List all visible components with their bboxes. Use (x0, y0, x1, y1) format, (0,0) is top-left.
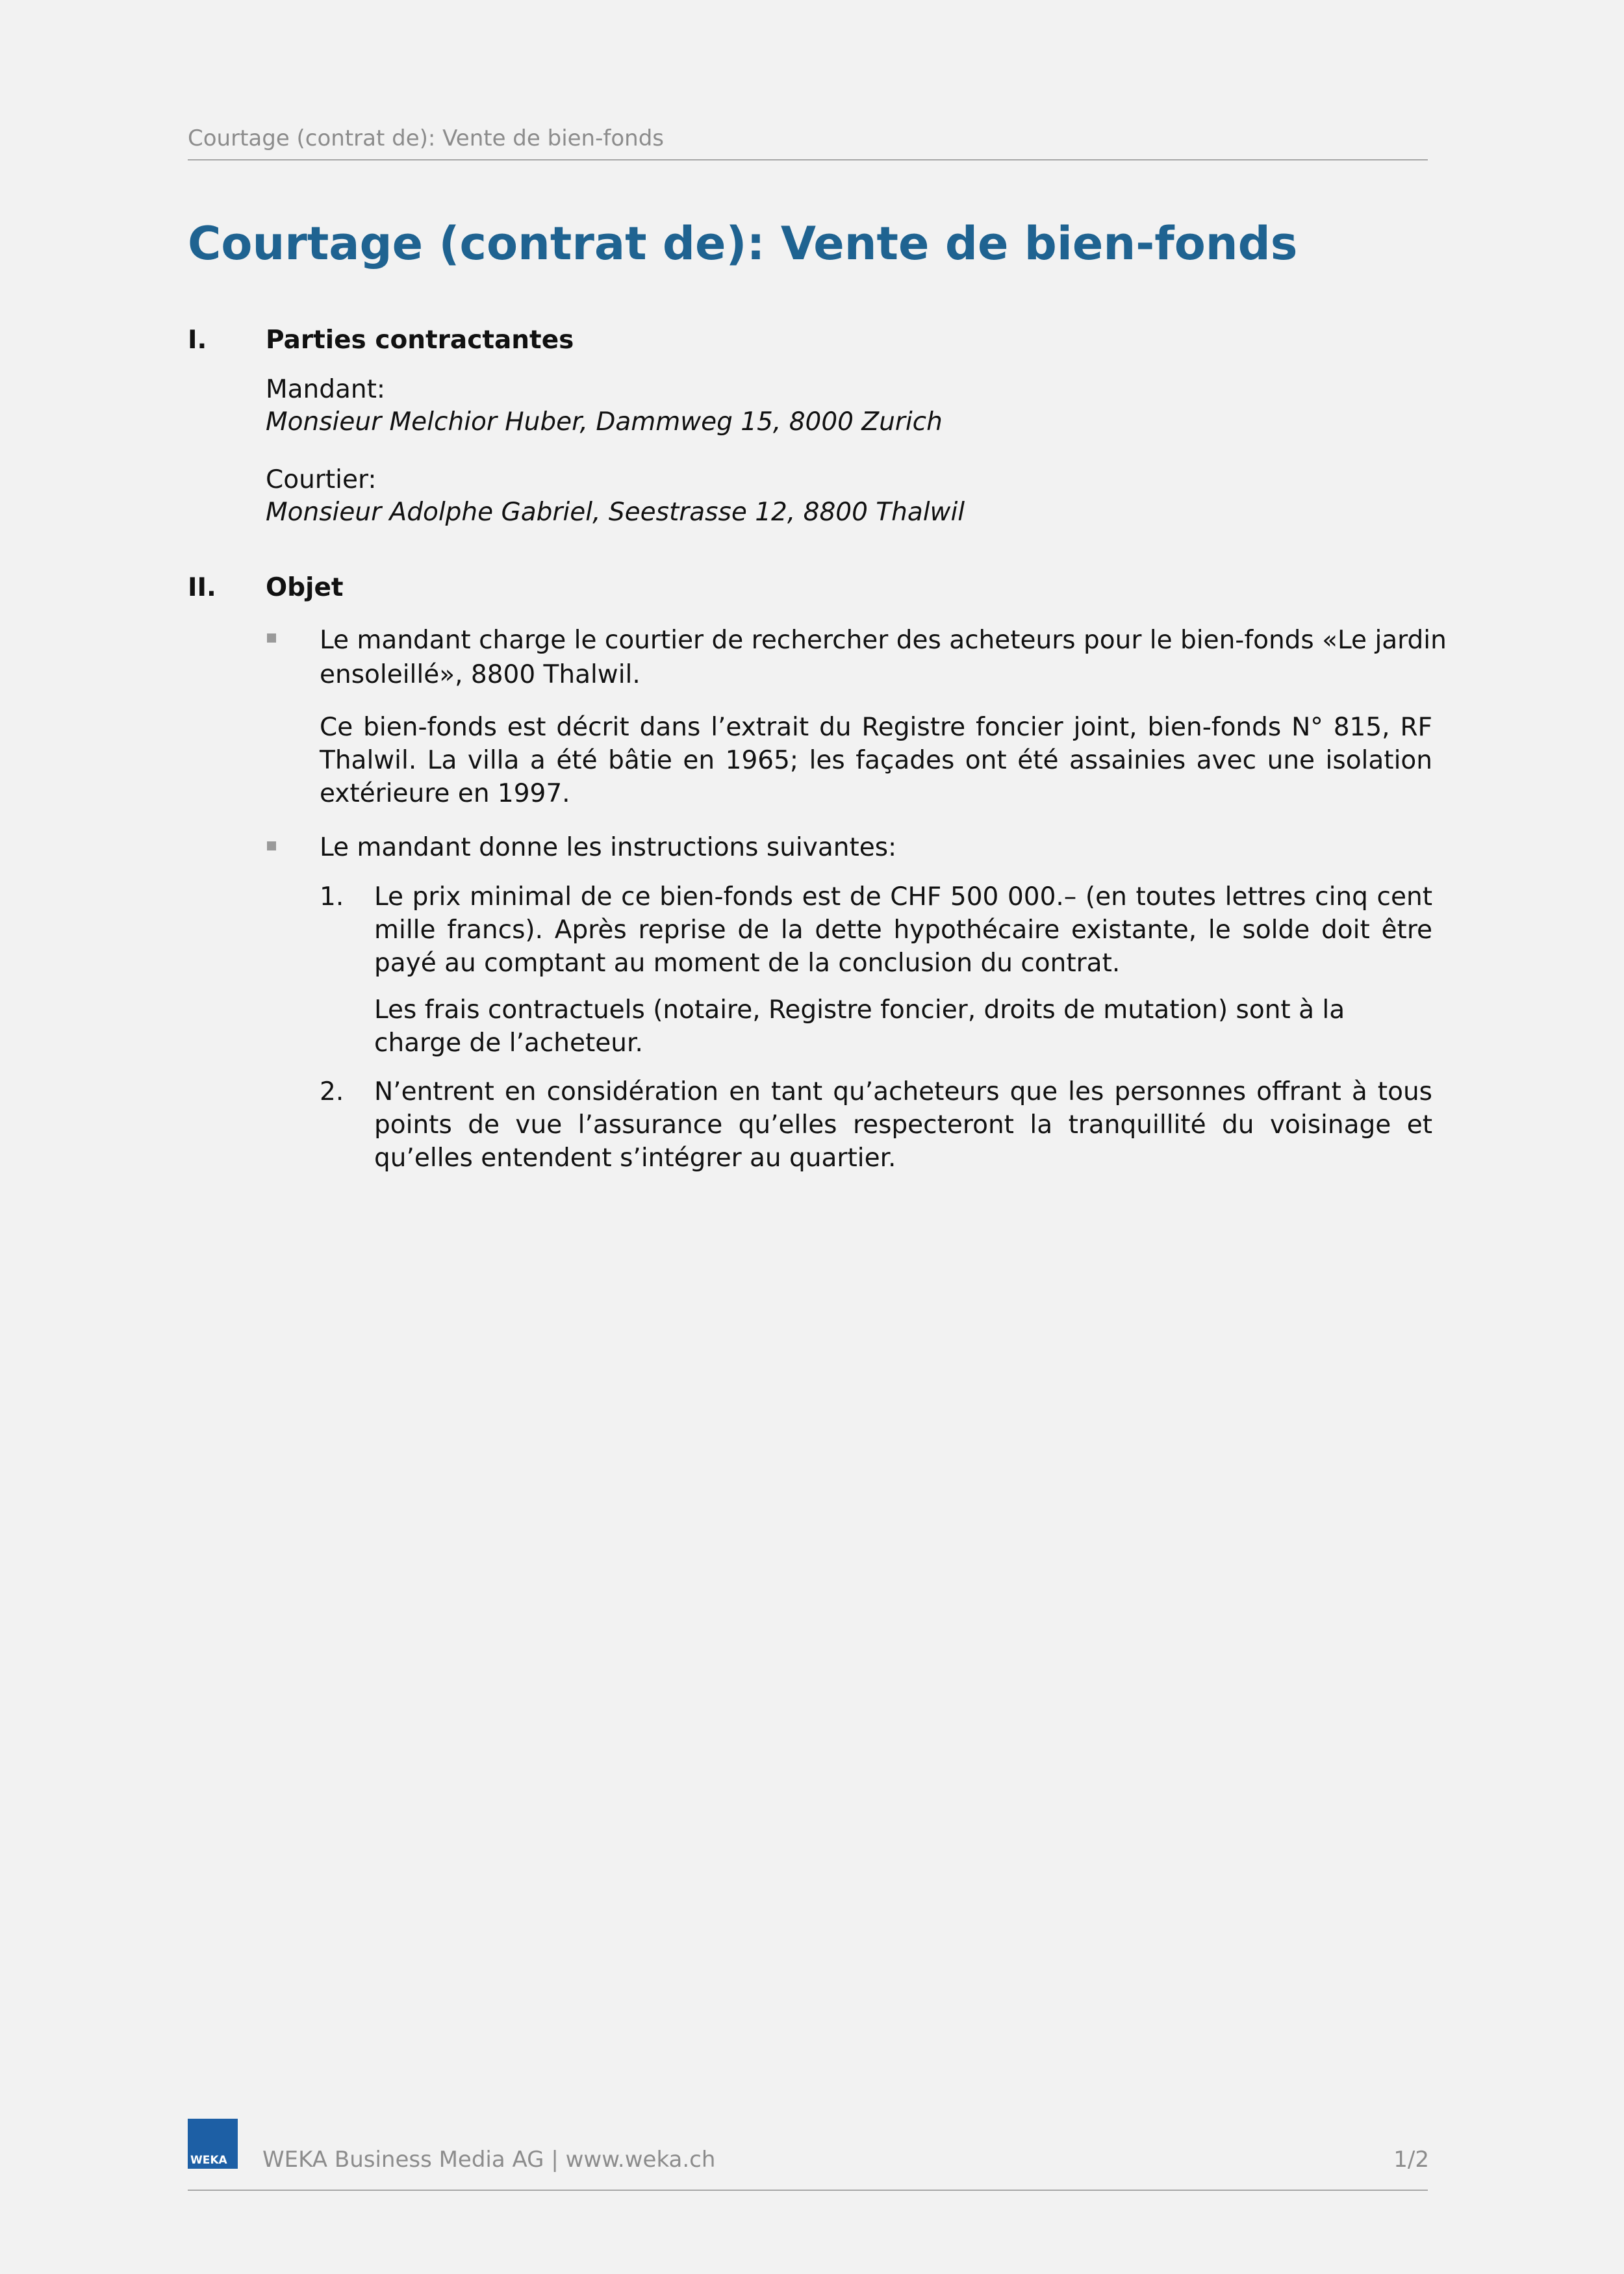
page-number: 1/2 (1393, 2147, 1429, 2173)
bullet-marker (267, 633, 276, 643)
list-item-2-number: 2. (320, 1077, 344, 1106)
mandant-label: Mandant: (266, 375, 386, 404)
list-item-1-text-2: Les frais contractuels (notaire, Registre foncier, droits de mutation) sont à la charge de l’acheteur. (374, 995, 1345, 1058)
list-item-2-text: N’entrent en considération en tant qu’acheteurs que les personnes offrant à tous points de vue l’assurance qu’elles respecteront la tranquillité du voisinage et qu’elles entendent s’intégrer au quartier. (374, 1077, 1432, 1173)
logo-text: WEKA (190, 2154, 227, 2167)
header-divider (188, 159, 1428, 160)
footer-publisher: WEKA Business Media AG | www.weka.ch (262, 2147, 716, 2173)
section-1-heading: Parties contractantes (266, 326, 574, 355)
mandant-value: Monsieur Melchior Huber, Dammweg 15, 8000 Zurich (266, 407, 943, 437)
bullet-1-paragraph-2: Ce bien-fonds est décrit dans l’extrait du Registre foncier joint, bien-fonds N° 815, RF Thalwil. La villa a été bâtie en 1965; les façades ont été assainies avec une isolation extérieure en 1997. (320, 713, 1432, 808)
section-1-number: I. (188, 326, 207, 355)
list-item-1-number: 1. (320, 882, 344, 912)
courtier-value: Monsieur Adolphe Gabriel, Seestrasse 12, 8800 Thalwil (266, 498, 965, 527)
bullet-1-line-2: ensoleillé», 8800 Thalwil. (320, 660, 641, 689)
bullet-2-text: Le mandant donne les instructions suivantes: (320, 833, 897, 862)
weka-logo (188, 2119, 238, 2169)
document-title: Courtage (contrat de): Vente de bien-fonds (188, 217, 1298, 270)
running-header: Courtage (contrat de): Vente de bien-fonds (188, 125, 664, 151)
bullet-1-line-1: Le mandant charge le courtier de rechercher des acheteurs pour le bien-fonds «Le jardin (320, 626, 1447, 655)
bullet-marker (267, 841, 276, 850)
section-2-heading: Objet (266, 573, 344, 602)
courtier-label: Courtier: (266, 465, 377, 494)
footer-divider (188, 2190, 1428, 2191)
section-2-number: II. (188, 573, 216, 602)
list-item-1-text: Le prix minimal de ce bien-fonds est de CHF 500 000.– (en toutes lettres cinq cent mille francs). Après reprise de la dette hypothécaire existante, le solde doit être payé au comptant au moment de la conclusion du contrat. (374, 882, 1432, 978)
